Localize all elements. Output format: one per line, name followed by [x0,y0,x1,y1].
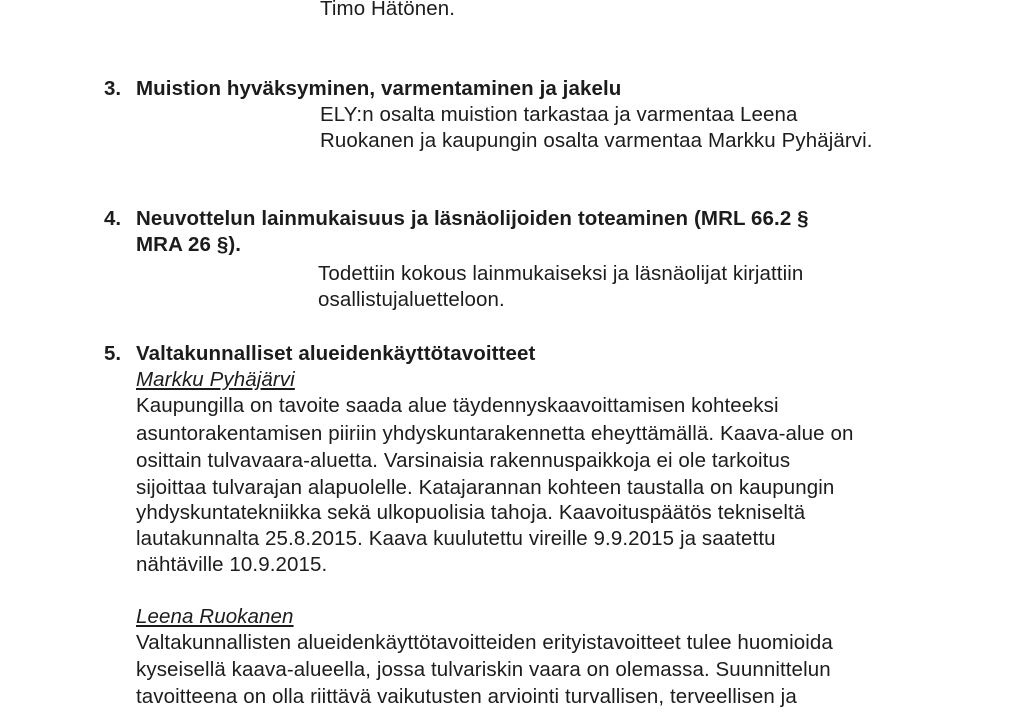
section-4-body-line: osallistujaluetteloon. [318,288,505,311]
paragraph-line: yhdyskuntatekniikka sekä ulkopuolisia tahoja. Kaavoituspäätös tekniseltä [136,501,806,524]
section-3-body-line: ELY:n osalta muistion tarkastaa ja varmentaa Leena [320,103,798,126]
paragraph-line: lautakunnalta 25.8.2015. Kaava kuulutettu vireille 9.9.2015 ja saatettu [136,527,776,550]
section-4-number: 4. [104,207,122,230]
paragraph-line: tavoitteena on olla riittävä vaikutusten arviointi turvallisen, terveellisen ja [136,685,797,708]
section-4-heading: MRA 26 §). [136,233,242,256]
paragraph-line: kyseisellä kaava-alueella, jossa tulvariskin vaara on olemassa. Suunnittelun [136,658,831,681]
section-5-heading: Valtakunnalliset alueidenkäyttötavoitteet [136,342,536,365]
paragraph-line: sijoittaa tulvarajan alapuolelle. Katajarannan kohteen taustalla on kaupungin [136,476,835,499]
paragraph-line: asuntorakentamisen piiriin yhdyskuntarakennetta eheyttämällä. Kaava-alue on [136,422,854,445]
section-3-heading: Muistion hyväksyminen, varmentaminen ja jakelu [136,77,622,100]
section-3-number: 3. [104,77,122,100]
paragraph-line: nähtäville 10.9.2015. [136,553,328,576]
paragraph-line: Valtakunnallisten alueidenkäyttötavoitteiden erityistavoitteet tulee huomioida [136,631,833,654]
section-3-body-line: Ruokanen ja kaupungin osalta varmentaa Markku Pyhäjärvi. [320,129,873,152]
speaker-name: Leena Ruokanen [136,605,294,628]
speaker-name: Markku Pyhäjärvi [136,368,295,391]
section-5-number: 5. [104,342,122,365]
section-4-body-line: Todettiin kokous lainmukaiseksi ja läsnäolijat kirjattiin [318,262,804,285]
paragraph-line: Kaupungilla on tavoite saada alue täydennyskaavoittamisen kohteeksi [136,394,779,417]
top-fragment-text: Timo Hätönen. [320,0,455,20]
paragraph-line: osittain tulvavaara-aluetta. Varsinaisia rakennuspaikkoja ei ole tarkoitus [136,449,791,472]
section-4-heading: Neuvottelun lainmukaisuus ja läsnäolijoiden toteaminen (MRL 66.2 § [136,207,809,230]
